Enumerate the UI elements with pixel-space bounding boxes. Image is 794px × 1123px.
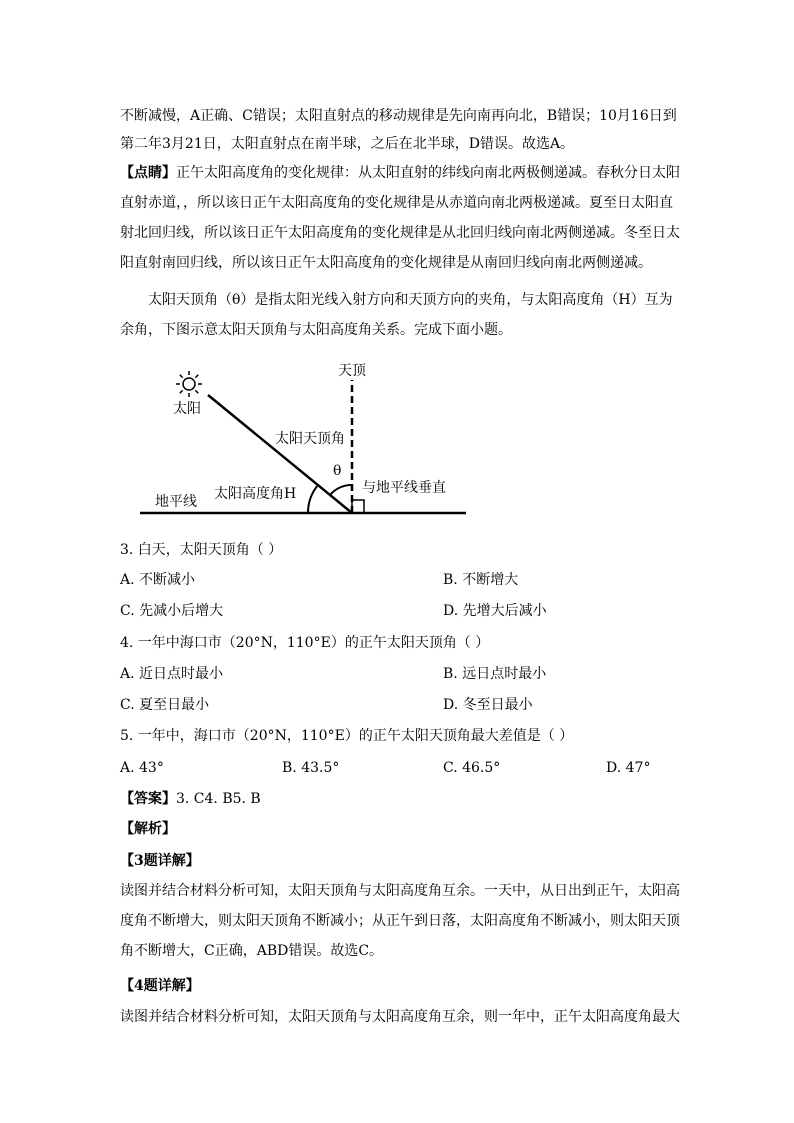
tip-text: 正午太阳高度角的变化规律：从太阳直射的纬线向南北两极侧递减。春秋分日太阳 <box>176 165 680 181</box>
intro-line: 太阳天顶角（θ）是指太阳光线入射方向和天顶方向的夹角，与太阳高度角（H）互为 <box>148 292 673 308</box>
question-option: C. 先减小后增大 <box>120 603 224 619</box>
altitude-arc <box>308 485 318 513</box>
question-option: B. 远日点时最小 <box>443 666 547 682</box>
q3-tag: 【3题详解】 <box>120 853 200 869</box>
zenith-angle-diagram <box>140 355 480 525</box>
horizon-label: 地平线 <box>155 494 197 510</box>
intro-line: 余角，下图示意太阳天顶角与太阳高度角关系。完成下面小题。 <box>120 322 512 338</box>
question-option: D. 先增大后减小 <box>443 603 547 619</box>
zenith-label: 天顶 <box>338 363 366 379</box>
question-option: A. 近日点时最小 <box>120 666 224 682</box>
q3-line: 角不断增大，C正确，ABD错误。故选C。 <box>120 943 384 959</box>
right-angle-marker <box>352 500 364 513</box>
answer-line <box>120 789 261 809</box>
question-stem: 3. 白天，太阳天顶角（ ） <box>120 542 283 558</box>
tip-line: 射北回归线，所以该日正午太阳高度角的变化规律是从北回归线向南北两侧递减。冬至日太 <box>120 225 680 241</box>
q4-tag: 【4题详解】 <box>120 978 200 994</box>
sun-icon <box>176 371 202 397</box>
question-option: C. 夏至日最小 <box>120 697 210 713</box>
sun-label: 太阳 <box>173 401 201 417</box>
question-option: A. 43° <box>120 760 164 776</box>
q3-line: 度角不断增大，则太阳天顶角不断减小；从正午到日落，太阳高度角不断减小，则太阳天顶 <box>120 913 680 929</box>
answer-text: 3. C4. B5. B <box>176 791 261 807</box>
q3-line: 读图并结合材料分析可知，太阳天顶角与太阳高度角互余。一天中，从日出到正午，太阳高 <box>120 883 680 899</box>
question-option: B. 43.5° <box>282 760 340 776</box>
question-option: D. 47° <box>606 760 651 776</box>
tip-line: 阳直射南回归线，所以该日正午太阳高度角的变化规律是从南回归线向南北两侧递减。 <box>120 255 652 271</box>
question-stem: 5. 一年中，海口市（20°N，110°E）的正午太阳天顶角最大差值是（ ） <box>120 728 574 744</box>
tip-line <box>120 163 680 183</box>
analysis-line: 第二年3月21日，太阳直射点在南半球，之后在北半球，D错误。故选A。 <box>120 136 575 152</box>
question-stem: 4. 一年中海口市（20°N，110°E）的正午太阳天顶角（ ） <box>120 635 490 651</box>
question-option: B. 不断增大 <box>443 572 519 588</box>
analysis-tag: 【解析】 <box>120 821 176 837</box>
analysis-line: 不断减慢，A正确、C错误；太阳直射点的移动规律是先向南再向北，B错误；10月16日到 <box>120 108 677 124</box>
theta-arc <box>330 485 352 495</box>
q4-line: 读图并结合材料分析可知，太阳天顶角与太阳高度角互余，则一年中，正午太阳高度角最大 <box>120 1009 680 1025</box>
tip-tag: 【点睛】 <box>120 165 176 181</box>
zenith-angle-label: 太阳天顶角 <box>275 431 345 447</box>
question-option: A. 不断减小 <box>120 572 196 588</box>
answer-tag: 【答案】 <box>120 791 176 807</box>
theta-symbol: θ <box>333 463 342 479</box>
question-option: C. 46.5° <box>443 760 501 776</box>
tip-line: 直射赤道，，所以该日正午太阳高度角的变化规律是从赤道向南北两极递减。夏至日太阳直 <box>120 195 673 211</box>
perpendicular-label: 与地平线垂直 <box>362 480 446 496</box>
question-option: D. 冬至日最小 <box>443 697 533 713</box>
altitude-label: 太阳高度角H <box>214 486 297 502</box>
